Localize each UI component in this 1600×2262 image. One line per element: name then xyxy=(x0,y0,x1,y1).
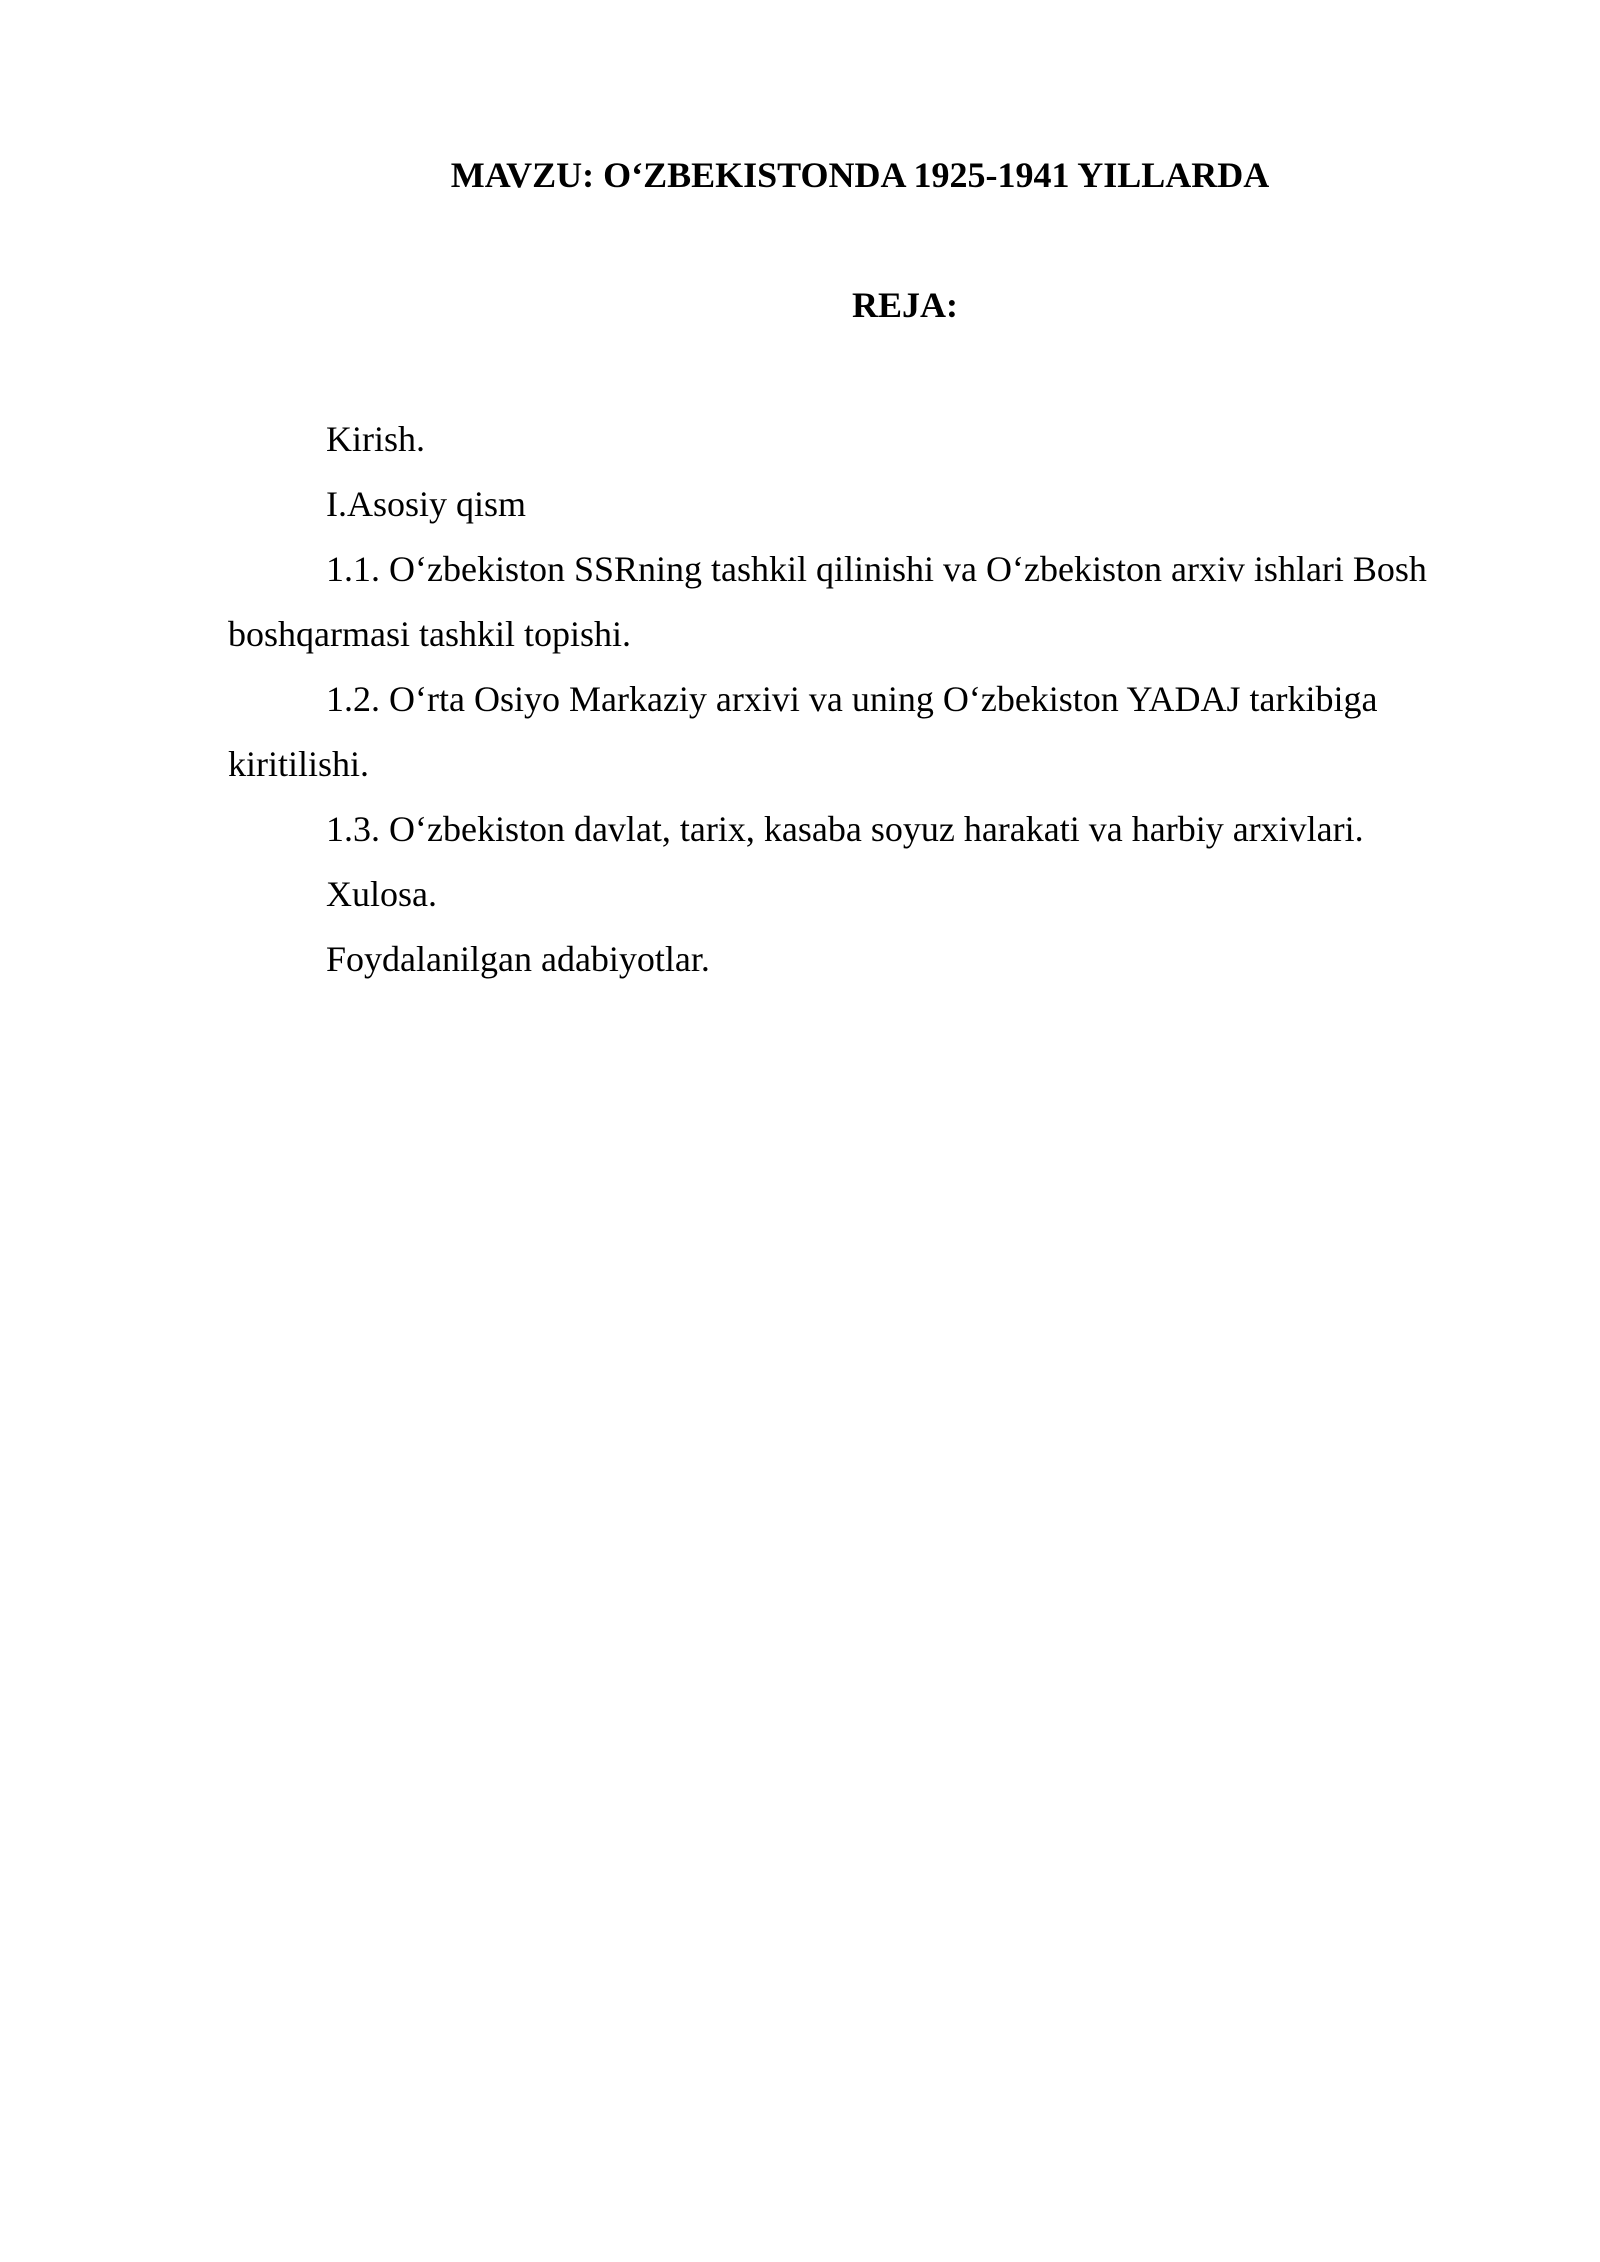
plan-item-introduction: Kirish. xyxy=(326,419,425,459)
plan-list xyxy=(228,407,1478,992)
plan-item-conclusion: Xulosa. xyxy=(326,874,437,914)
plan-item-main-part: I.Asosiy qism xyxy=(326,484,527,524)
plan-item-1-3: 1.3. O‘zbekiston davlat, tarix, kasaba soyuz harakati va harbiy arxivlari. xyxy=(326,809,1364,849)
plan-item-references: Foydalanilgan adabiyotlar. xyxy=(326,939,710,979)
plan-item-1-1: 1.1. O‘zbekiston SSRning tashkil qilinishi va O‘zbekiston arxiv ishlari Bosh boshqarmasi tashkil topishi. xyxy=(228,549,1427,654)
document-title: MAVZU: O‘ZBEKISTONDA 1925-1941 YILLARDA xyxy=(450,155,1270,195)
plan-heading: REJA: xyxy=(852,285,958,325)
plan-item-1-2: 1.2. O‘rta Osiyo Markaziy arxivi va uning O‘zbekiston YADAJ tarkibiga kiritilishi. xyxy=(228,679,1378,784)
